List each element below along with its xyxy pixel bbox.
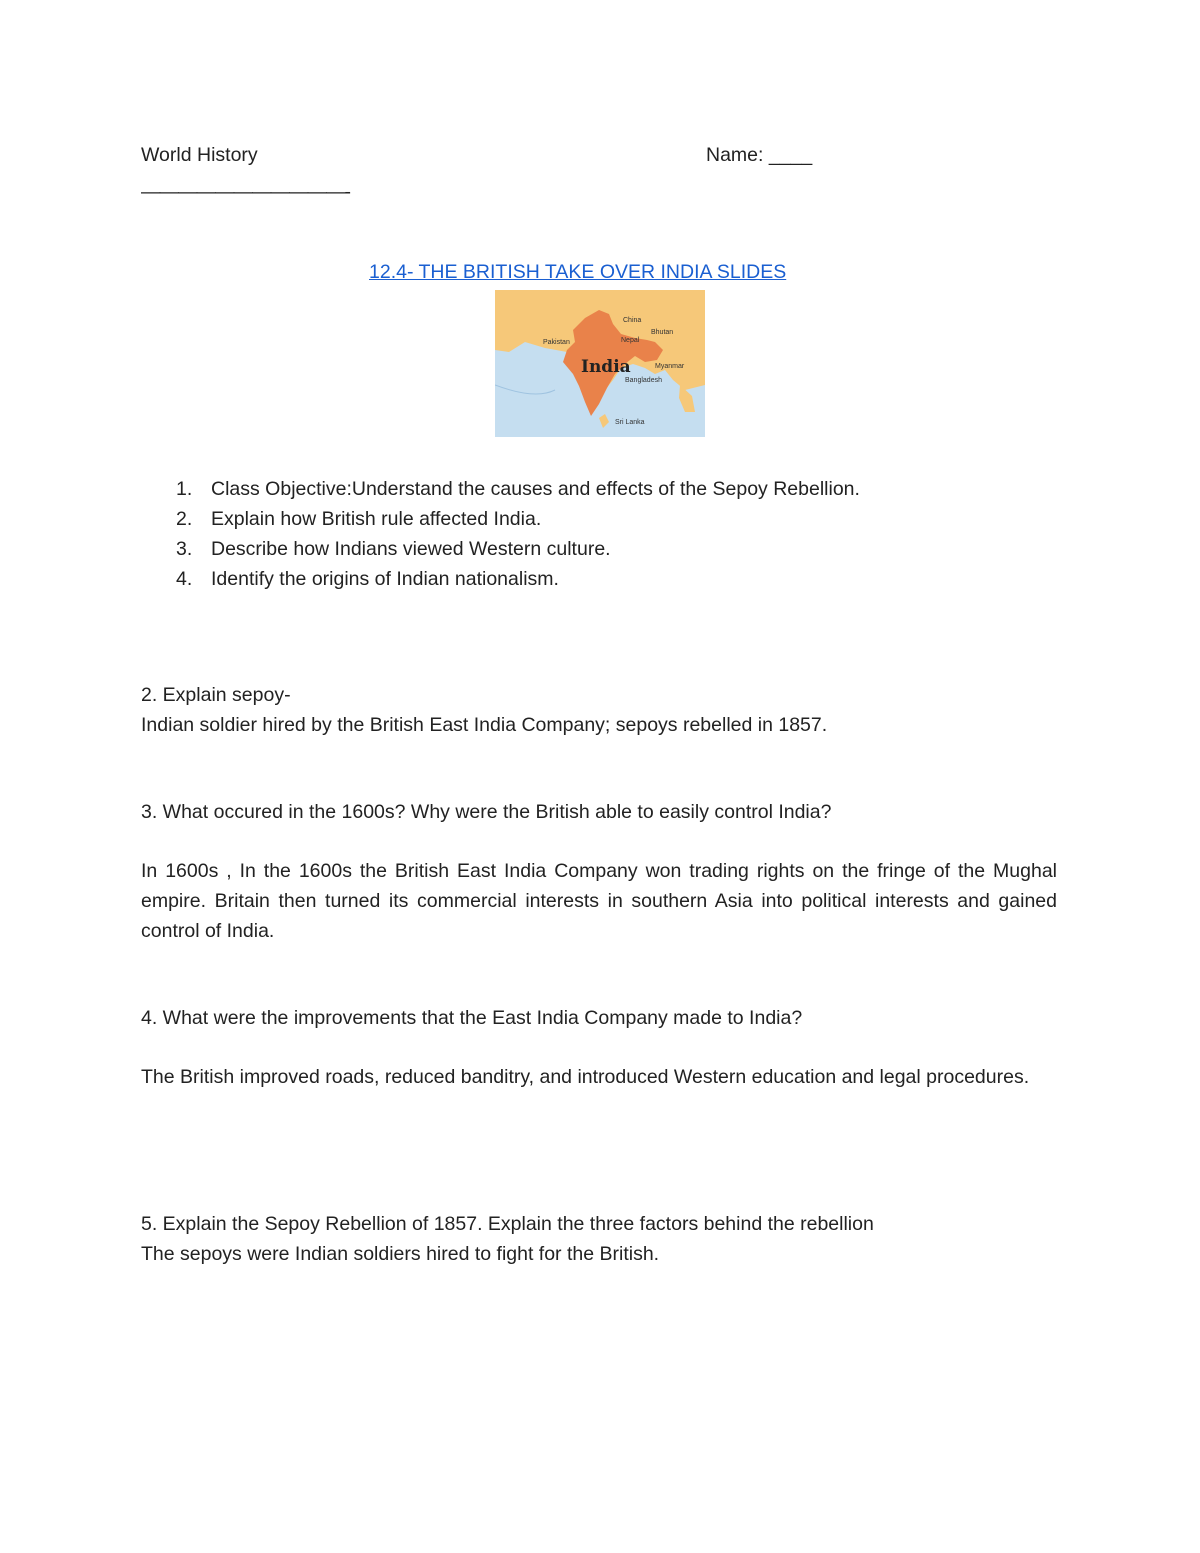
question-3: 3. What occured in the 1600s? Why were the British able to easily control India? <box>141 801 832 823</box>
objectives-list <box>141 474 860 594</box>
answer-3[interactable]: In 1600s , In the 1600s the British East India Company won trading rights on the fringe of the Mughal empire. Britain then turned its commercial interests in southern Asia into political interests and gained control of India. <box>141 860 1057 942</box>
name-underline: ———————————- <box>141 181 350 203</box>
map-label-china: China <box>623 317 642 324</box>
map-label-bhutan: Bhutan <box>651 329 674 336</box>
india-map-image <box>495 290 705 437</box>
answer-5[interactable]: The sepoys were Indian soldiers hired to fight for the British. <box>141 1243 660 1265</box>
india-map-svg <box>495 290 705 437</box>
objective-item: 2. Explain how British rule affected India. <box>176 508 542 530</box>
map-label-india: India <box>581 357 631 377</box>
objective-item: 1. Class Objective:Understand the causes and effects of the Sepoy Rebellion. <box>176 478 860 500</box>
map-label-nepal: Nepal <box>621 337 640 344</box>
question-2: 2. Explain sepoy- <box>141 684 291 706</box>
map-label-sri-lanka: Sri Lanka <box>615 419 645 426</box>
map-label-myanmar: Myanmar <box>655 363 685 370</box>
slides-link[interactable]: 12.4- THE BRITISH TAKE OVER INDIA SLIDES <box>369 261 787 283</box>
question-5: 5. Explain the Sepoy Rebellion of 1857. Explain the three factors behind the rebellion <box>141 1213 874 1235</box>
answer-4[interactable]: The British improved roads, reduced banditry, and introduced Western education and legal procedures. <box>141 1066 1030 1088</box>
name-field-label[interactable]: Name: ____ <box>706 144 813 166</box>
answer-2[interactable]: Indian soldier hired by the British East India Company; sepoys rebelled in 1857. <box>141 714 828 736</box>
question-4: 4. What were the improvements that the East India Company made to India? <box>141 1007 803 1029</box>
objective-item: 4. Identify the origins of Indian nationalism. <box>176 568 559 590</box>
map-label-bangladesh: Bangladesh <box>625 377 662 384</box>
course-title: World History <box>141 144 258 166</box>
map-label-pakistan: Pakistan <box>543 339 570 346</box>
objective-item: 3. Describe how Indians viewed Western culture. <box>176 538 611 560</box>
